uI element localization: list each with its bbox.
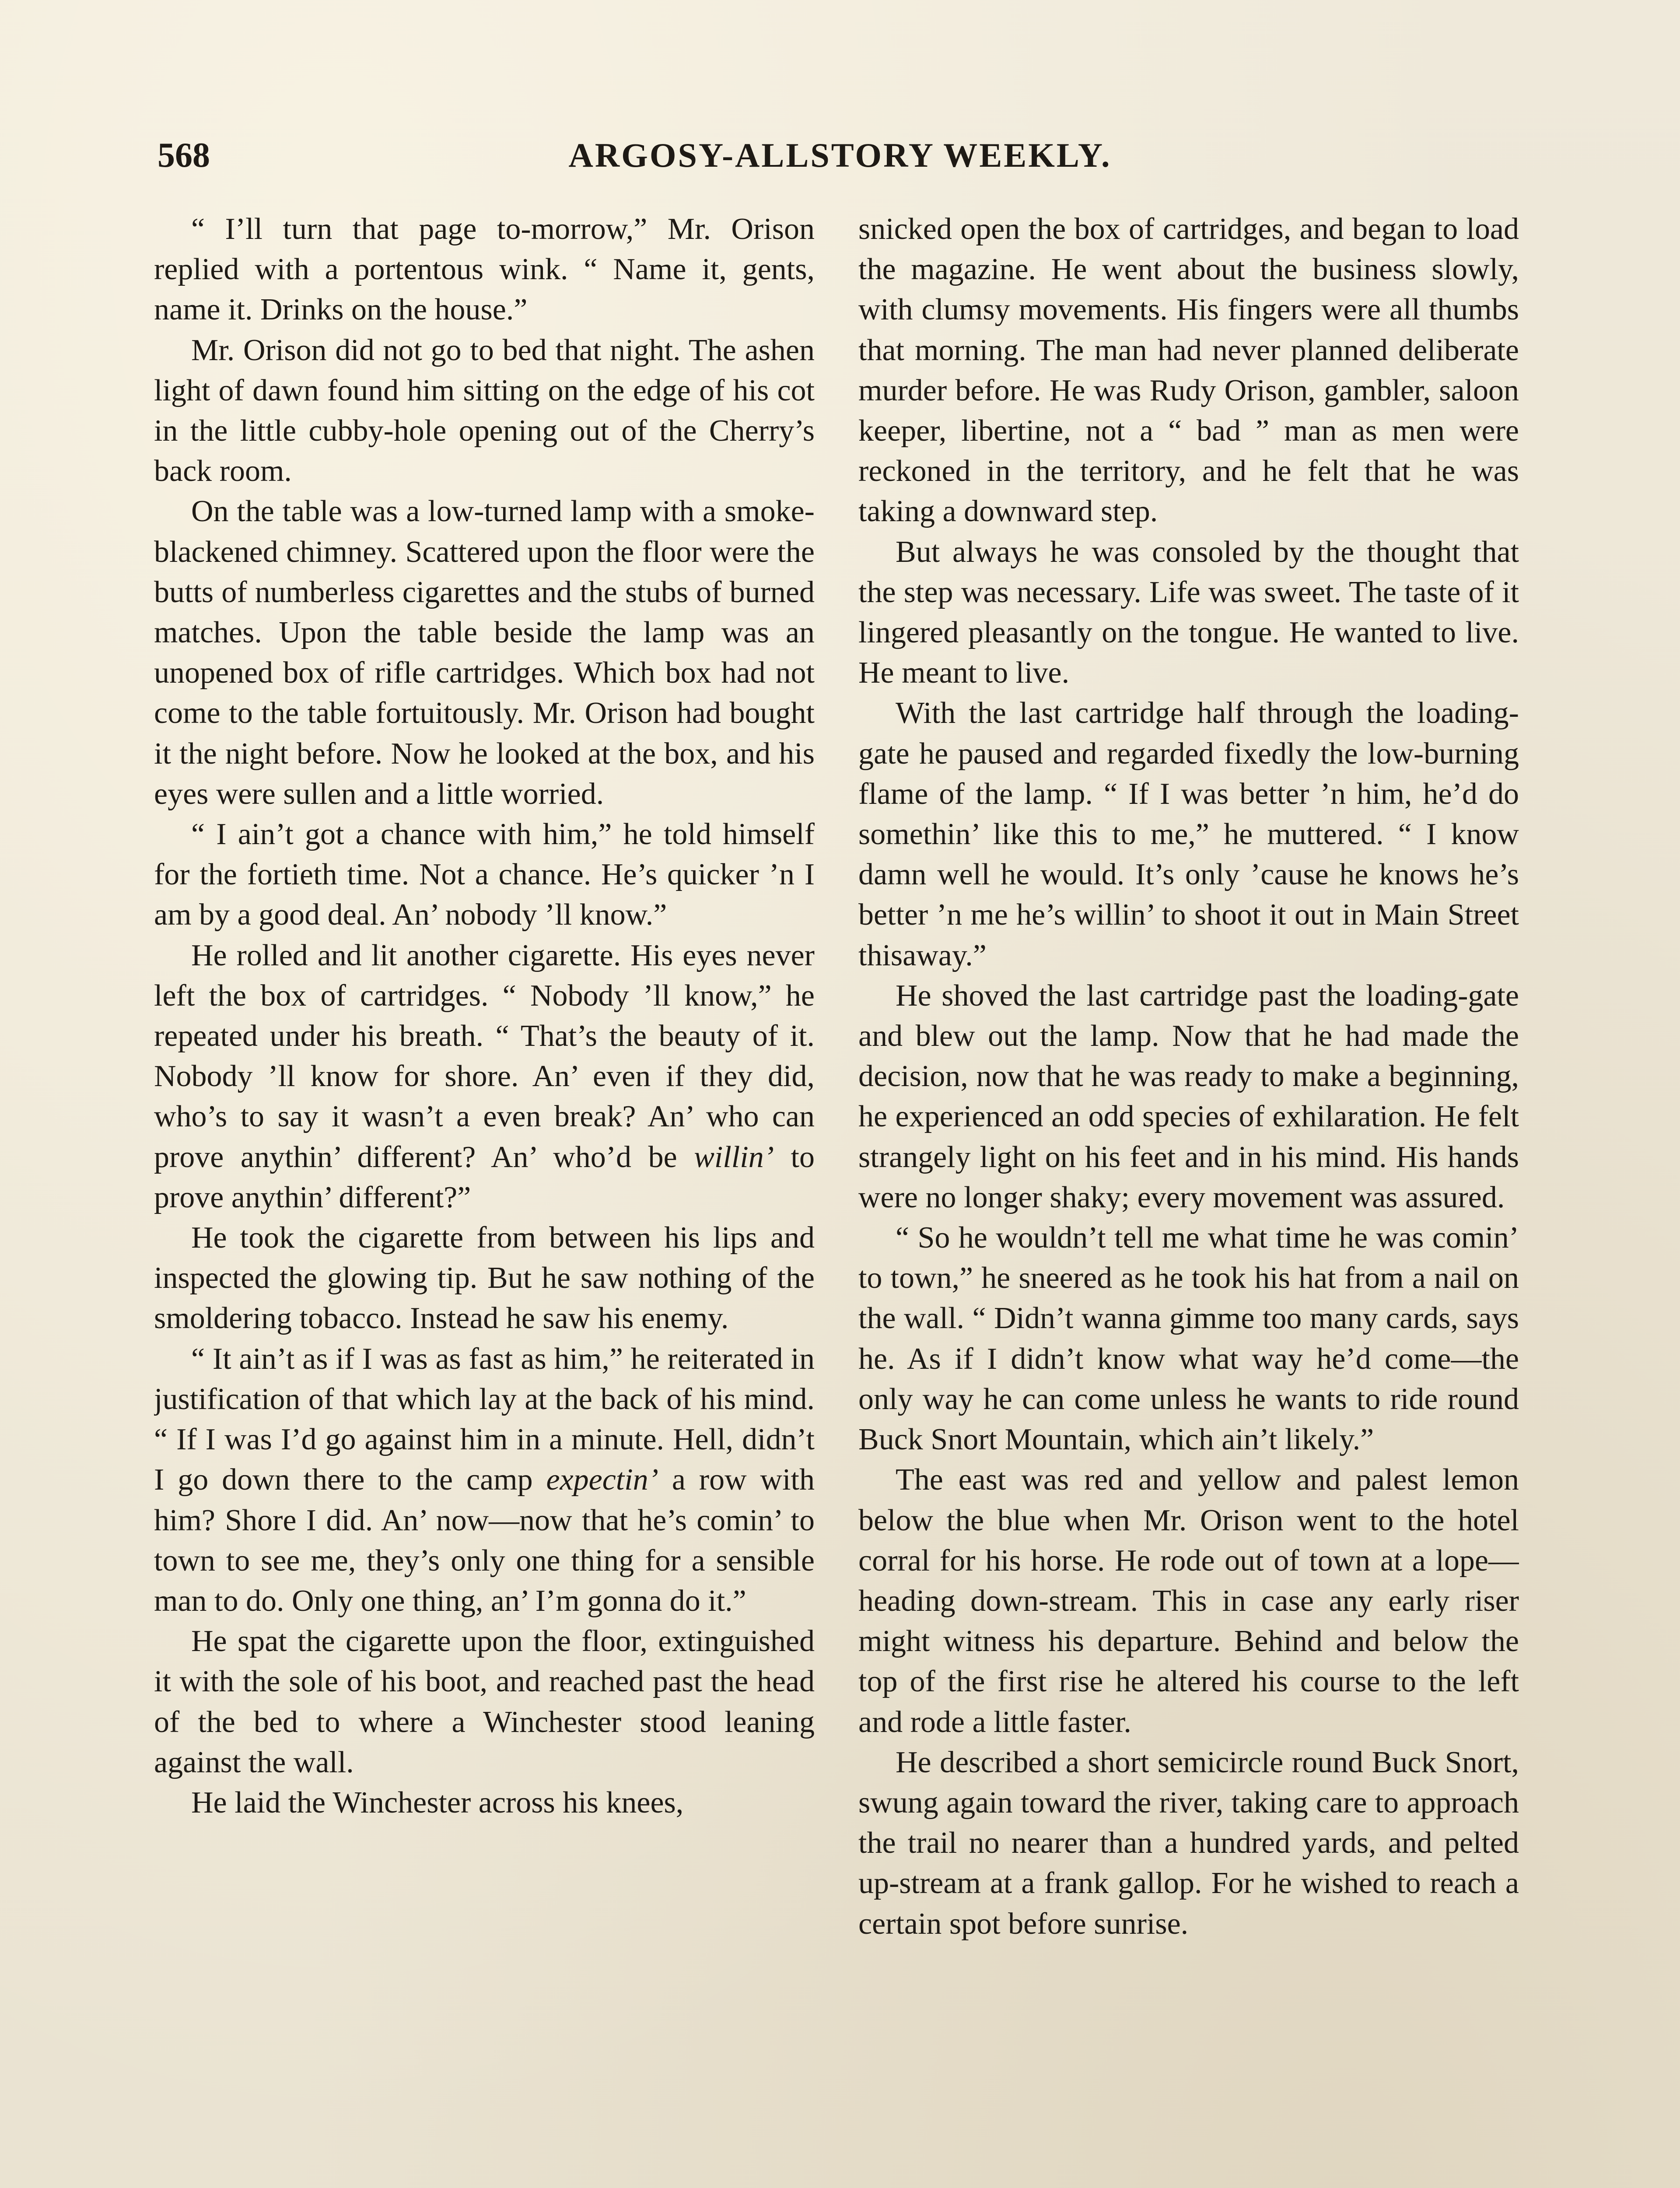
paragraph: “ So he wouldn’t tell me what time he was comin’ to town,” he sneered as he took his hat from a nail on the wall. “ Didn’t wanna gimme too many cards, says he. As if I didn’t know what way he’d come—the only way he can come unless he wants to ride round Buck Snort Mountain, which ain’t likely.” — [858, 1221, 1519, 1457]
paragraph: “ I ain’t got a chance with him,” he told himself for the fortieth time. Not a chance. He’s quicker ’n I am by a good deal. An’ nobody ’ll know.” — [154, 817, 815, 932]
paragraph: But always he was consoled by the thought that the step was necessary. Life was sweet. The taste of it lingered pleasantly on the tongue. He wanted to live. He meant to live. — [858, 535, 1519, 690]
text-run: to prove anythin’ different?” — [154, 1140, 815, 1214]
text-run: “ It ain’t as if I was as fast as him,” he reiterated in justification of that which lay at the back of his mind. “ If I was I’d go against him in a minute. Hell, didn’t I go down there to the camp — [154, 1342, 815, 1497]
paragraph: On the table was a low-turned lamp with a smoke-blackened chimney. Scattered upon the floor were the butts of numberless cigarettes and the stubs of burned matches. Upon the table beside the lamp was an unopened box of rifle cartridges. Which box had not come to the table fortuitously. Mr. Orison had bought it the night before. Now he looked at the box, and his eyes were sullen and a little worried. — [154, 494, 815, 811]
paragraph: He laid the Winchester across his knees, — [191, 1785, 684, 1820]
paragraph: He described a short semicircle round Buck Snort, swung again toward the river, taking care to approach the trail no nearer than a hundred yards, and pelted up-stream at a frank gallop. For he wished to reach a certain spot before sunrise. — [858, 1745, 1519, 1941]
right-column — [858, 209, 1519, 2188]
paragraph-continued: snicked open the box of cartridges, and began to load the magazine. He went about the business slowly, with clumsy movements. His fingers were all thumbs that morning. The man had never planned deliberate murder before. He was Rudy Orison, gambler, saloon keeper, libertine, not a “ bad ” man as men were reckoned in the territory, and he felt that he was taking a downward step. — [858, 212, 1519, 529]
paragraph: He took the cigarette from between his lips and inspected the glowing tip. But he saw nothing of the smoldering tobacco. Instead he saw his enemy. — [154, 1221, 815, 1336]
italic-word: expectin’ — [546, 1463, 658, 1497]
running-head: ARGOSY-ALLSTORY WEEKLY. — [568, 136, 1112, 174]
left-column — [154, 209, 815, 2188]
paragraph — [154, 936, 815, 1218]
paragraph: “ I’ll turn that page to-morrow,” Mr. Orison replied with a portentous wink. “ Name it, gents, name it. Drinks on the house.” — [154, 212, 815, 327]
paragraph: With the last cartridge half through the loading-gate he paused and regarded fixedly the low-burning flame of the lamp. “ If I was better ’n him, he’d do somethin’ like this to me,” he muttered. “ I know damn well he would. It’s only ’cause he knows he’s better ’n me he’s willin’ to shoot it out in Main Street thisaway.” — [858, 696, 1519, 972]
italic-word: willin’ — [694, 1140, 774, 1174]
paragraph — [154, 1339, 815, 1621]
paragraph: He spat the cigarette upon the floor, extinguished it with the sole of his boot, and reached past the head of the bed to where a Winchester stood leaning against the wall. — [154, 1624, 815, 1779]
paragraph: Mr. Orison did not go to bed that night. The ashen light of dawn found him sitting on the edge of his cot in the little cubby-hole opening out of the Cherry’s back room. — [154, 333, 815, 488]
text-run: He rolled and lit another cigarette. His eyes never left the box of cartridges. “ Nobody ’ll know,” he repeated under his breath. “ That’s the beauty of it. Nobody ’ll know for shore. An’ even if they did, who’s to say it wasn’t a even break? An’ who can prove anythin’ different? An’ who’d be — [154, 938, 815, 1174]
paragraph: The east was red and yellow and palest lemon below the blue when Mr. Orison went to the hotel corral for his horse. He rode out of town at a lope—heading down-stream. This in case any early riser might witness his departure. Behind and below the top of the first rise he altered his course to the left and rode a little faster. — [858, 1463, 1519, 1739]
paragraph: He shoved the last cartridge past the loading-gate and blew out the lamp. Now that he had made the decision, now that he was ready to make a beginning, he experienced an odd species of exhilaration. He felt strangely light on his feet and in his mind. His hands were no longer shaky; every movement was assured. — [858, 978, 1519, 1214]
page-header — [158, 131, 1522, 179]
page-number: 568 — [158, 136, 210, 175]
text-run: a row with him? Shore I did. An’ now—now that he’s comin’ to town to see me, they’s only one thing for a sensible man to do. Only one thing, an’ I’m gonna do it.” — [154, 1463, 815, 1618]
